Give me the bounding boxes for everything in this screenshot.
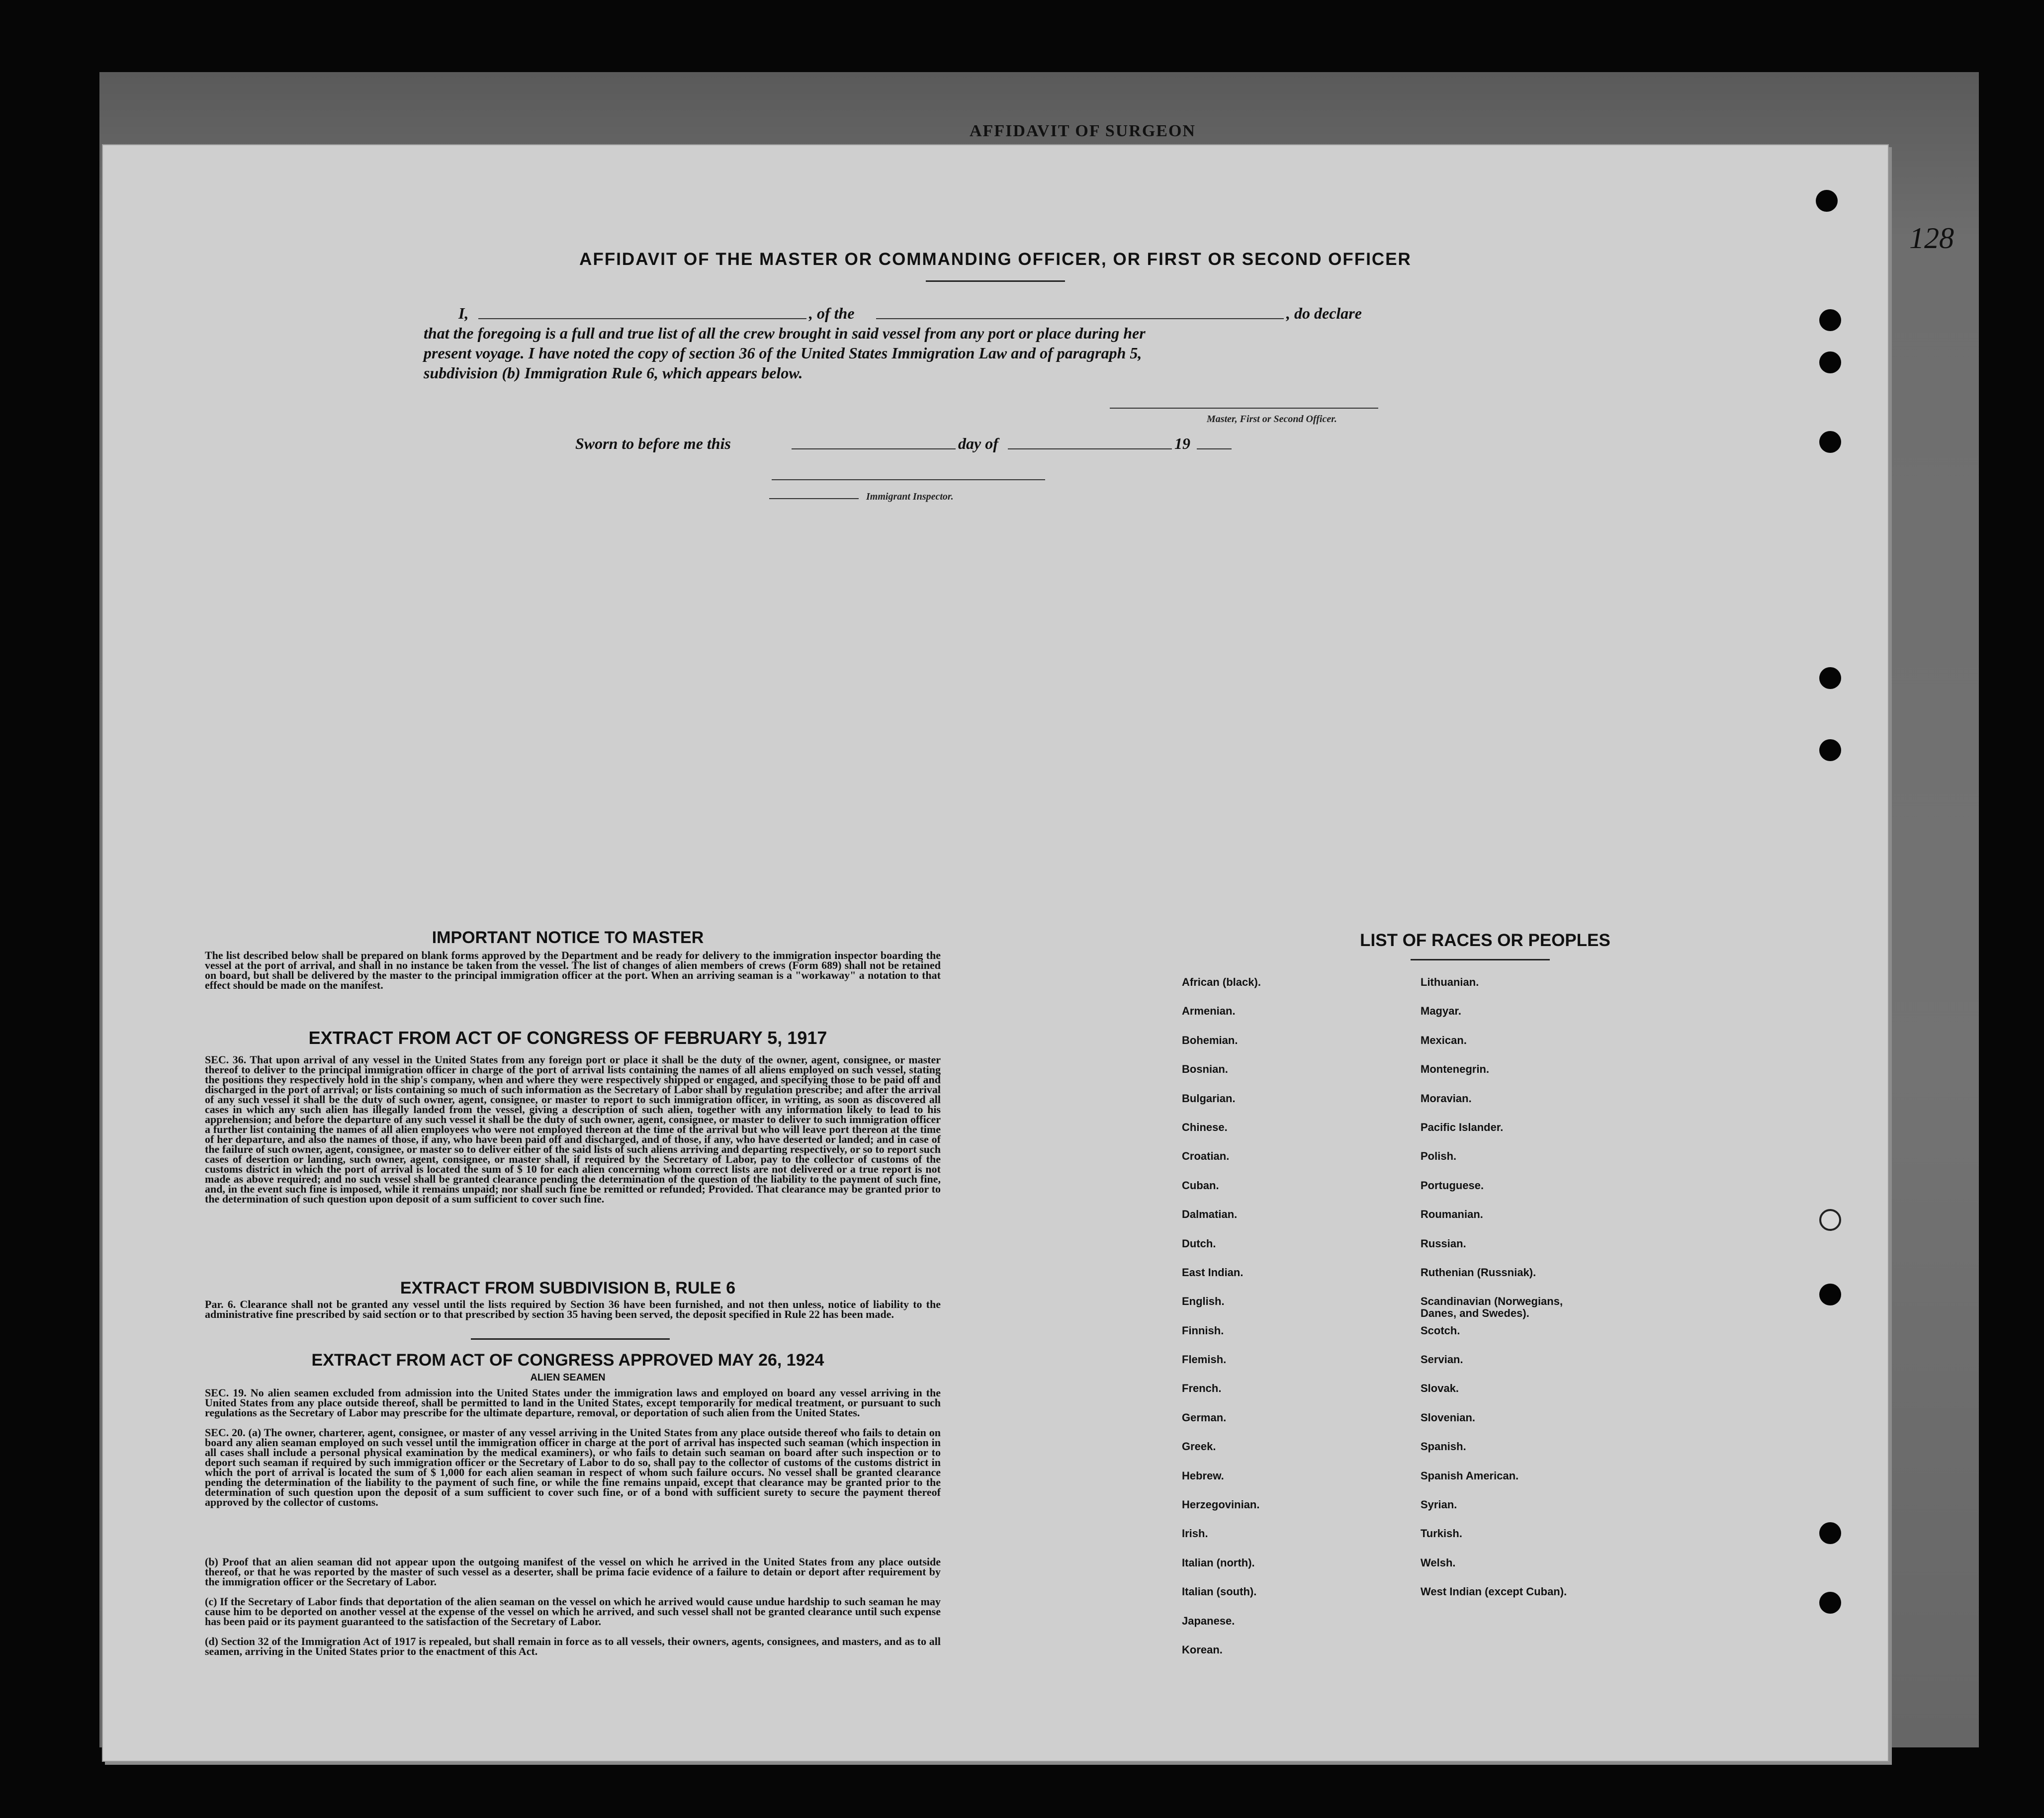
race-item: Croatian. (1182, 1150, 1230, 1163)
race-item: Japanese. (1182, 1614, 1235, 1627)
race-item: Russian. (1421, 1237, 1466, 1250)
vessel-line (876, 318, 1284, 319)
affidavit-i: I, (458, 304, 469, 322)
race-item: Moravian. (1421, 1092, 1472, 1105)
race-item: Servian. (1421, 1353, 1463, 1366)
race-item: Montenegrin. (1421, 1063, 1490, 1076)
extract-1924-p3: (b) Proof that an alien seaman did not appear upon the outgoing manifest of the vessel on which he arrived in the United States from any place outside thereof, or that he was reported by the master of such vessel as a deserter, shall be prima facie evidence of a failure to detain or deport after requirement by the immigration officer or the Secretary of Labor. (205, 1556, 941, 1588)
sworn-day-line (792, 448, 956, 449)
race-item: Spanish. (1421, 1440, 1466, 1453)
affidavit-line3: present voyage. I have noted the copy of section 36 of the United States Immigration Law and of paragraph 5, (424, 344, 1142, 362)
inspector-line-1 (772, 479, 1045, 480)
race-item: Korean. (1182, 1643, 1223, 1656)
affidavit-sheet (102, 144, 1889, 1762)
notice-title: IMPORTANT NOTICE TO MASTER (432, 928, 704, 947)
binder-hole (1816, 190, 1838, 212)
race-item: Turkish. (1421, 1527, 1462, 1540)
race-item: Chinese. (1182, 1121, 1228, 1133)
month-line (1008, 448, 1172, 449)
binder-hole (1819, 1522, 1841, 1544)
race-item: Welsh. (1421, 1556, 1456, 1569)
race-item: Bosnian. (1182, 1063, 1228, 1076)
race-item: Finnish. (1182, 1324, 1224, 1337)
race-item: Herzegovinian. (1182, 1498, 1260, 1511)
extract-1924-p5: (d) Section 32 of the Immigration Act of 1917 is repealed, but shall remain in force as to all vessels, their owners, agents, consignees, and masters, and as to all seamen, arriving in the United States prior to the enactment of this Act. (205, 1635, 941, 1657)
race-item: Italian (south). (1182, 1585, 1257, 1598)
extract-1917-text: SEC. 36. That upon arrival of any vessel in the United States from any foreign port or place it shall be the duty of the owner, agent, consignee, or master thereof to deliver to the principal immigration officer in charge of the port of arrival lists containing the names of all aliens employed on such vessel, stating the positions they respectively hold in the ship's company, when and where they were respectively shipped or engaged, and specifying those to be paid off and discharged in the port of arrival; or lists containing so much of such information as the Secretary of Labor shall by regulation prescribe; and after the arrival of any such vessel it shall be the duty of such owner, agent, consignee, or master to report to such immigration officer, in writing, as soon as discovered all cases in which any such alien has illegally landed from the vessel, giving a description of such alien, together with any information likely to lead to his apprehension; and before the departure of any such vessel it shall be the duty of such owner, agent, consignee, or master to deliver to such immigration officer a further list containing the names of all alien employees who were not employed thereon at the time of the arrival but who will leave port thereon at the time of her departure, and also the names of those, if any, who have been paid off and discharged, and of those, if any, who have deserted or landed; and in case of the failure of such owner, agent, consignee, or master so to deliver either of the said lists of such aliens arriving and departing respectively, or so to report such cases of desertion or landing, such owner, agent, consignee, or master shall, if required by the Secretary of Labor, pay to the collector of customs of the customs district in which the port of arrival is located the sum of $ 10 for each alien concerning whom correct lists are not delivered or a true report is not made as above required; and no such vessel shall be granted clearance pending the determination of the question of the liability to the payment of such fine, and, in the event such fine is imposed, while it remains unpaid; nor shall such fine be remitted or refunded; Provided. That clearance may be granted prior to the determination of such question upon deposit of a sum sufficient to cover such fine. (205, 1053, 941, 1205)
race-item: Scandinavian (Norwegians, Danes, and Swedes). (1421, 1295, 1563, 1320)
race-item: Greek. (1182, 1440, 1216, 1453)
affidavit-title: AFFIDAVIT OF THE MASTER OR COMMANDING OFFICER, OR FIRST OR SECOND OFFICER (579, 250, 1412, 269)
binder-hole (1819, 1284, 1841, 1305)
title-rule (926, 280, 1065, 282)
affidavit-do-declare: , do declare (1286, 304, 1362, 322)
master-label: Master, First or Second Officer. (1207, 414, 1337, 425)
race-item: Magyar. (1421, 1005, 1461, 1018)
race-item: Spanish American. (1421, 1469, 1519, 1482)
race-item: Lithuanian. (1421, 976, 1479, 988)
race-item: Ruthenian (Russniak). (1421, 1266, 1536, 1279)
extract-1924-subtitle: ALIEN SEAMEN (530, 1372, 606, 1383)
race-item: Bulgarian. (1182, 1092, 1236, 1105)
race-item: Roumanian. (1421, 1208, 1483, 1221)
race-item: Dalmatian. (1182, 1208, 1238, 1221)
binder-hole (1819, 1592, 1841, 1614)
sworn-text: Sworn to before me this (575, 434, 731, 452)
day-of-text: day of (958, 434, 998, 452)
race-item: Polish. (1421, 1150, 1457, 1163)
binder-hole (1819, 1209, 1841, 1231)
race-item: Pacific Islander. (1421, 1121, 1504, 1133)
binder-hole (1819, 431, 1841, 453)
race-item: Armenian. (1182, 1005, 1236, 1018)
race-item: Slovak. (1421, 1382, 1459, 1395)
affidavit-line4: subdivision (b) Immigration Rule 6, which appears below. (424, 364, 803, 382)
year-prefix: 19 (1174, 434, 1190, 452)
rule6-divider (471, 1338, 670, 1340)
extract-1924-p1: SEC. 19. No alien seamen excluded from admission into the United States under the immigration laws and employed on board any vessel arriving in the United States from any place outside thereof, shall be permitted to land in the United States, except temporarily for medical treatment, or pursuant to such regulations as the Secretary of Labor may prescribe for the ultimate departure, removal, or deportation of such alien from the United States. (205, 1386, 941, 1419)
inspector-label: Immigrant Inspector. (866, 491, 954, 502)
master-signature-line (1110, 408, 1378, 409)
race-item: Flemish. (1182, 1353, 1227, 1366)
race-item: Cuban. (1182, 1179, 1219, 1192)
race-item: West Indian (except Cuban). (1421, 1585, 1567, 1598)
races-right-column (1421, 976, 1600, 1615)
race-item: Hebrew. (1182, 1469, 1224, 1482)
race-item: African (black). (1182, 976, 1261, 988)
affidavit-line2: that the foregoing is a full and true list of all the crew brought in said vessel from any port or place during her (424, 324, 1146, 342)
extract-1917-title: EXTRACT FROM ACT OF CONGRESS OF FEBRUARY 5, 1917 (308, 1028, 827, 1048)
binder-hole (1819, 351, 1841, 373)
affidavit-of-the: , of the (809, 304, 855, 322)
name-line (478, 318, 806, 319)
extract-1924-p4: (c) If the Secretary of Labor finds that deportation of the alien seaman on the vessel on which he arrived would cause undue hardship to such seaman he may cause him to be deported on another vessel at the expense of the vessel on which he arrived, and such vessel shall not be granted clearance until such expense has been paid or its payment guaranteed to the satisfaction of the Secretary of Labor. (205, 1595, 941, 1628)
extract-1924-title: EXTRACT FROM ACT OF CONGRESS APPROVED MAY 26, 1924 (311, 1351, 824, 1370)
races-rule (1411, 959, 1550, 960)
race-item: East Indian. (1182, 1266, 1244, 1279)
race-item: Slovenian. (1421, 1411, 1476, 1424)
race-item: French. (1182, 1382, 1222, 1395)
underpage-header: AFFIDAVIT OF SURGEON (970, 122, 1196, 140)
extract-rule6-title: EXTRACT FROM SUBDIVISION B, RULE 6 (400, 1279, 736, 1298)
binder-hole (1819, 309, 1841, 331)
races-left-column (1182, 976, 1416, 1673)
race-item: English. (1182, 1295, 1225, 1308)
race-item: Dutch. (1182, 1237, 1216, 1250)
race-item: Italian (north). (1182, 1556, 1255, 1569)
extract-rule6-text: Par. 6. Clearance shall not be granted any vessel until the lists required by Section 36 have been furnished, and not then unless, notice of liability to the administrative fine prescribed by said section or to that prescribed by section 35 having been served, the deposit specified in Rule 22 has been made. (205, 1298, 941, 1320)
year-line (1197, 448, 1232, 449)
race-item: Bohemian. (1182, 1034, 1238, 1046)
race-item: Irish. (1182, 1527, 1208, 1540)
binder-hole (1819, 667, 1841, 689)
page-number: 128 (1909, 222, 1954, 255)
race-item: Mexican. (1421, 1034, 1467, 1046)
extract-1924-p2: SEC. 20. (a) The owner, charterer, agent, consignee, or master of any vessel arriving in the United States from any place outside thereof who fails to detain on board any alien seaman employed on such vessel until the immigration officer in charge at the port of arrival has inspected such seaman (which inspection in all cases shall include a personal physical examination by the medical examiners), or who fails to detain such seaman on board after such inspection or to deport such seaman if required by such immigration officer or the Secretary of Labor to do so, shall pay to the collector of customs of the customs district in which the port of arrival is located the sum of $ 1,000 for each alien seaman in respect of whom such failure occurs. No vessel shall be granted clearance pending the determination of the liability to the payment of such fine, or while the fine remains unpaid, except that clearance may be granted prior to the determination of such question upon the deposit of a sum sufficient to cover such fine, or of a bond with sufficient surety to secure the payment thereof approved by the collector of customs. (205, 1426, 941, 1508)
race-item: Scotch. (1421, 1324, 1460, 1337)
notice-text: The list described below shall be prepared on blank forms approved by the Department and be ready for delivery to the immigration inspector boarding the vessel at the port of arrival, and shall in no instance be taken from the vessel. The list of changes of alien members of crews (Form 689) shall not be retained on board, but shall be delivered by the master to the principal immigration officer at the port. When an arriving seaman is a "workaway" a notation to that effect should be made on the manifest. (205, 949, 941, 991)
binder-hole (1819, 739, 1841, 761)
inspector-line-2 (769, 498, 859, 499)
race-item: German. (1182, 1411, 1227, 1424)
races-title: LIST OF RACES OR PEOPLES (1360, 931, 1610, 950)
race-item: Portuguese. (1421, 1179, 1484, 1192)
race-item: Syrian. (1421, 1498, 1457, 1511)
